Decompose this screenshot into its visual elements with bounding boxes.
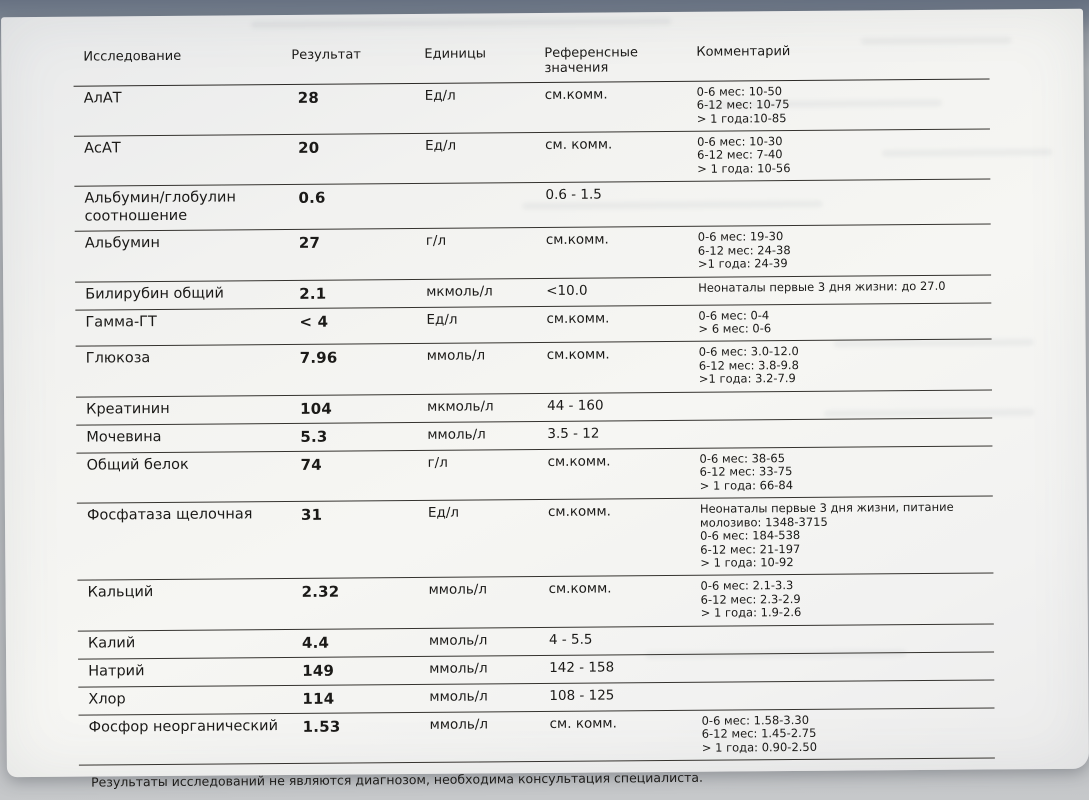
table-row: [77, 497, 994, 581]
result-value: 114: [302, 689, 335, 708]
result-value: 27: [298, 233, 321, 253]
units-value: мкмоль/л: [426, 282, 493, 300]
test-name: Альбумин: [84, 235, 160, 252]
units-value: ммоль/л: [429, 660, 488, 677]
test-name: Креатинин: [86, 400, 170, 418]
units-value: ммоль/л: [429, 688, 488, 705]
table-row: [76, 446, 992, 504]
test-name: Мочевина: [86, 428, 162, 446]
comment-value: [699, 390, 992, 401]
reference-value: см.комм.: [546, 310, 610, 327]
disclaimer-text: Результаты исследований не являются диагнозом, необходима консультация специалиста.: [90, 769, 704, 790]
comment-value: 0-6 мес: 3.0-12.0 6-12 мес: 3.8-9.8 >1 года: 3.2-7.9: [698, 344, 799, 387]
units-value: Ед/л: [427, 504, 460, 522]
test-name: Натрий: [88, 662, 145, 680]
table-row: [76, 340, 992, 398]
test-name: Кальций: [87, 584, 154, 602]
result-value: 4.4: [301, 633, 330, 652]
units-value: г/л: [425, 232, 447, 250]
test-name: Билирубин общий: [85, 285, 224, 303]
test-name: Альбумин/глобулин соотношение: [84, 189, 236, 225]
test-name: Калий: [87, 634, 136, 652]
result-value: 20: [297, 138, 320, 157]
comment-value: [697, 180, 990, 191]
test-name: Хлор: [88, 691, 126, 708]
result-value: < 4: [299, 312, 329, 331]
reference-value: 44 - 160: [547, 397, 604, 414]
test-name: Глюкоза: [85, 350, 151, 368]
result-value: 104: [300, 399, 333, 418]
units-value: ммоль/л: [427, 426, 486, 443]
comment-value: 0-6 мес: 2.1-3.3 6-12 мес: 2.3-2.9 > 1 года: 1.9-2.6: [700, 578, 802, 621]
reference-value: 108 - 125: [549, 687, 615, 704]
comment-value: 0-6 мес: 38-65 6-12 мес: 33-75 > 1 года: 66-84: [699, 450, 794, 493]
units-value: г/л: [427, 454, 448, 471]
reference-value: 0.6 - 1.5: [545, 186, 602, 204]
comment-value: 0-6 мес: 0-4 > 6 мес: 0-6: [698, 307, 772, 336]
reference-value: 3.5 - 12: [547, 425, 600, 442]
reference-value: см. комм.: [549, 715, 617, 732]
result-value: 7.96: [299, 349, 338, 368]
result-value: 149: [302, 661, 335, 680]
result-value: 2.32: [301, 583, 340, 602]
units-value: ммоль/л: [429, 716, 489, 733]
column-header-test: Исследование: [83, 48, 182, 65]
column-header-reference: Референсные значения: [544, 45, 638, 77]
comment-value: Неонаталы первые 3 дня жизни, питание молозиво: 1348-3715 0-6 мес: 184-538 6-12 мес: 21-197 > 1 года: 10-92: [699, 499, 954, 570]
test-name: АлАТ: [83, 89, 122, 107]
result-value: 0.6: [298, 189, 326, 208]
comment-value: 0-6 мес: 1.58-3.30 6-12 мес: 1.45-2.75 > 1 года: 0.90-2.50: [701, 712, 818, 755]
reference-value: см.комм.: [548, 580, 612, 598]
reference-value: <10.0: [546, 282, 588, 299]
comment-value: 0-6 мес: 19-30 6-12 мес: 24-38 >1 года: 24-39: [697, 229, 791, 271]
test-name: Гамма-ГТ: [85, 313, 157, 331]
units-value: ммоль/л: [426, 347, 486, 365]
column-header-units: Единицы: [424, 46, 487, 62]
test-name: Фосфатаза щелочная: [86, 506, 253, 524]
units-value: [425, 183, 545, 193]
result-value: 31: [300, 505, 323, 525]
result-value: 2.1: [299, 284, 327, 303]
reference-value: см.комм.: [545, 231, 609, 249]
reference-value: см.комм.: [547, 453, 611, 470]
units-value: Ед/л: [426, 311, 458, 328]
comment-value: [701, 624, 994, 635]
result-value: 74: [300, 455, 322, 474]
units-value: Ед/л: [424, 87, 456, 104]
result-value: 28: [297, 88, 320, 107]
reference-value: см.комм.: [544, 86, 608, 103]
units-value: мкмоль/л: [427, 398, 494, 415]
table-row: [79, 708, 995, 766]
units-value: ммоль/л: [428, 632, 488, 649]
reference-value: см. комм.: [544, 136, 613, 154]
comment-value: [701, 652, 994, 663]
reference-value: 142 - 158: [549, 659, 615, 676]
table-row: [74, 79, 990, 137]
comment-value: Неонаталы первые 3 дня жизни: до 27.0: [698, 278, 946, 295]
table-row: [77, 574, 993, 632]
reference-value: см.комм.: [546, 346, 610, 364]
results-table: [73, 40, 995, 766]
comment-value: [701, 680, 994, 691]
test-name: Общий белок: [86, 456, 189, 474]
comment-value: [699, 418, 992, 429]
units-value: ммоль/л: [428, 581, 487, 599]
report-content: [1, 9, 1089, 791]
column-header-comment: Комментарий: [696, 44, 791, 60]
table-row: [74, 180, 990, 232]
reference-value: 4 - 5.5: [548, 631, 593, 648]
table-row: [74, 130, 990, 188]
result-value: 5.3: [300, 427, 328, 446]
result-value: 1.53: [302, 717, 341, 736]
comment-value: 0-6 мес: 10-30 6-12 мес: 7-40 > 1 года: 10-56: [696, 134, 791, 176]
test-name: АсАТ: [84, 140, 121, 157]
units-value: Ед/л: [424, 137, 457, 154]
column-header-result: Результат: [291, 47, 361, 63]
reference-value: см.комм.: [547, 503, 611, 521]
test-name: Фосфор неорганический: [88, 717, 279, 736]
lab-report-sheet: [1, 9, 1089, 790]
table-row: [75, 225, 991, 283]
comment-value: 0-6 мес: 10-50 6-12 мес: 10-75 > 1 года:10-85: [696, 83, 790, 126]
